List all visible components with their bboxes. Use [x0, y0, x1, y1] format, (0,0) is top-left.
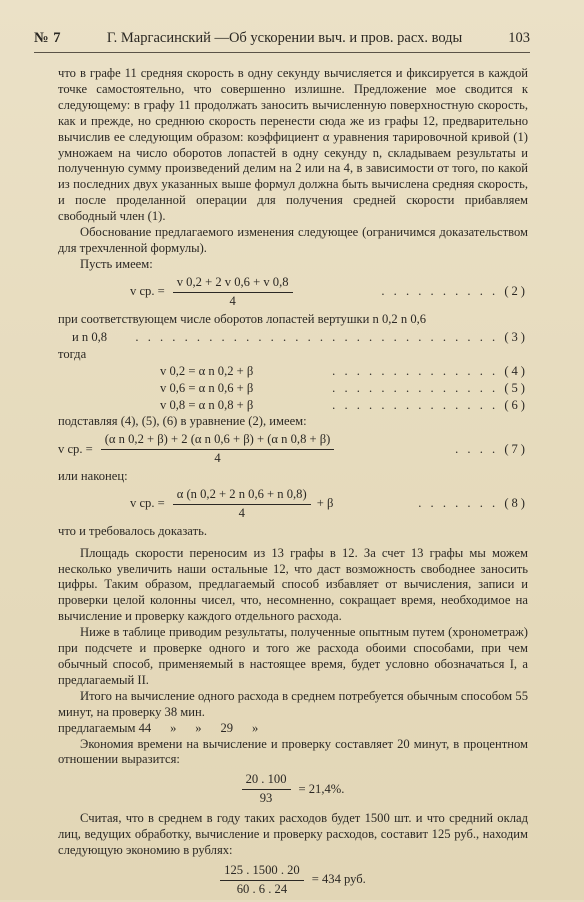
- equation-tag: (6): [504, 398, 528, 413]
- paragraph: Экономия времени на вычисление и проверку составляет 20 минут, в процентном отношении выразится:: [58, 736, 528, 767]
- fraction: [220, 863, 304, 898]
- paragraph: Ниже в таблице приводим результаты, полученные опытным путем (хронометраж) при подсчете и проверке одного и того же расхода обоими способами, при чем обычный способ, применяемый в настоящее время, будет условно обозначаться I, а предлагаемый II.: [58, 625, 528, 687]
- numerator: 125 . 1500 . 20: [220, 863, 304, 881]
- equation-row: v 0,6 = α n 0,6 + β . . . . . . . . . . . . . . (5): [160, 381, 528, 396]
- issue-number: № 7: [34, 30, 61, 46]
- equation-tag: (3): [504, 329, 528, 344]
- paragraph: что в графе 11 средняя скорость в одну секунду вычисляется и фиксируется в каждой точке самостоятельно, что совершенно излишне. Предложение мое сводится к следующему: в графу 11 продолжать заносить вычисленную поверхностную скорость, как и прежде, но среднюю скорость перенести сюда же из графы 12, предварительно вычислив ее следующим образом: коэффициент α уравнения тарировочной кривой (1) умножаем на число оборотов лопастей в одну секунду n, складываем результаты и полученную сумму произведений делим на 2 или на 4, в зависимости от того, по какой из последних двух указанных выше формул должна быть вычислена средняя скорость, и после проделанной операции для получения средней скорости прибавляем свободный член (1).: [58, 66, 528, 224]
- equation-tag: (7): [504, 441, 528, 456]
- equation-2: v ср. = $\frac{v 0,2 + 2 v 0,6 + v 0,8}{4}$ . . . . . . . . . . (2): [130, 274, 528, 308]
- equation-row: v 0,2 = α n 0,2 + β . . . . . . . . . . . . . . (4): [160, 364, 528, 379]
- numerator: 20 . 100: [242, 772, 291, 790]
- equation-tag: (4): [504, 364, 528, 379]
- numerator: (α n 0,2 + β) + 2 (α n 0,6 + β) + (α n 0,8 + β): [101, 432, 335, 450]
- equation: v 0,6 = α n 0,6 + β: [160, 381, 254, 396]
- fraction: [173, 487, 311, 522]
- denominator: 60 . 6 . 24: [236, 881, 288, 896]
- paragraph: и n 0,8: [72, 329, 108, 344]
- calculation-result: = 434 руб.: [311, 872, 366, 887]
- fraction: [173, 275, 293, 310]
- paragraph: предлагаемым 44 » » 29 »: [58, 720, 259, 735]
- equation-tail: + β: [316, 496, 334, 511]
- paragraph: что и требовалось доказать.: [58, 523, 207, 538]
- savings-calculation: [58, 863, 528, 898]
- equation-tag: (2): [504, 284, 528, 299]
- numerator: v 0,2 + 2 v 0,6 + v 0,8: [173, 275, 293, 293]
- paragraph: или наконец:: [58, 469, 128, 484]
- paragraph: при соответствующем числе оборотов лопастей вертушки n 0,2 n 0,6: [58, 311, 427, 326]
- equation-row: v 0,8 = α n 0,8 + β . . . . . . . . . . . . . . (6): [160, 398, 528, 413]
- denominator: 4: [214, 451, 221, 466]
- equation-tag: (8): [504, 496, 528, 511]
- paragraph: Считая, что в среднем в году таких расходов будет 1500 шт. и что средний оклад лиц, ведущих обработку, вычисление и проверку расходов, составит 125 руб., находим следующую экономию в рублях:: [58, 811, 528, 857]
- fraction: [101, 432, 335, 467]
- paragraph: подставляя (4), (5), (6) в уравнение (2), имеем:: [58, 414, 307, 429]
- calculation-result: = 21,4%.: [298, 781, 345, 796]
- fraction: [242, 772, 291, 807]
- equation-lhs: v ср. =: [58, 441, 93, 456]
- paragraph: Обоснование предлагаемого изменения следующее (ограничимся доказательством для трехчленной формулы).: [58, 225, 528, 255]
- equation: v 0,2 = α n 0,2 + β: [160, 364, 254, 379]
- equation-lhs: v ср. =: [130, 284, 165, 299]
- running-header: [34, 30, 530, 53]
- equation-7: v ср. = $\frac{\text{(α n 0,2 + β) + 2 (α n 0,6 + β) + (α n 0,8 + β)}}{4}$ . . . . (7): [58, 432, 528, 466]
- equation: v 0,8 = α n 0,8 + β: [160, 398, 254, 413]
- numerator: α (n 0,2 + 2 n 0,6 + n 0,8): [173, 487, 311, 505]
- denominator: 93: [259, 791, 273, 806]
- paragraph: Площадь скорости переносим из 13 графы в 12. За счет 13 графы мы можем несколько увеличить наши остальные 12, что даст возможность свободнее заносить цифры. Таким образом, предлагаемый способ избавляет от вычисления, записи и проверки целой колонны чисел, что, несомненно, сокращает время, необходимое на вычисление и проверку каждого отдельного расхода.: [58, 545, 528, 624]
- paragraph: Итого на вычисление одного расхода в среднем потребуется обычным способом 55 минут, на проверку 38 мин.: [58, 688, 528, 719]
- denominator: 4: [229, 293, 236, 308]
- equation-tag: (5): [504, 381, 528, 396]
- equation-3-line: и n 0,8 . . . . . . . . . . . . . . . . . . . . . . . . . . . . . . (3): [58, 330, 528, 346]
- running-title: Г. Маргасинский —Об ускорении выч. и пров. расх. воды: [106, 30, 463, 46]
- equation-system: [58, 363, 528, 414]
- equation-8: v ср. = $\frac{\alpha (n 0,2 + 2 n 0,6 + n 0,8)}{4}$ + β . . . . . . . (8): [130, 486, 528, 520]
- article-body: [58, 66, 528, 902]
- denominator: 4: [238, 505, 245, 520]
- paragraph: Пусть имеем:: [80, 256, 153, 271]
- equation-lhs: v ср. =: [130, 496, 165, 511]
- paragraph: тогда: [58, 347, 87, 362]
- percent-calculation: [58, 772, 528, 807]
- page-number: 103: [508, 30, 530, 46]
